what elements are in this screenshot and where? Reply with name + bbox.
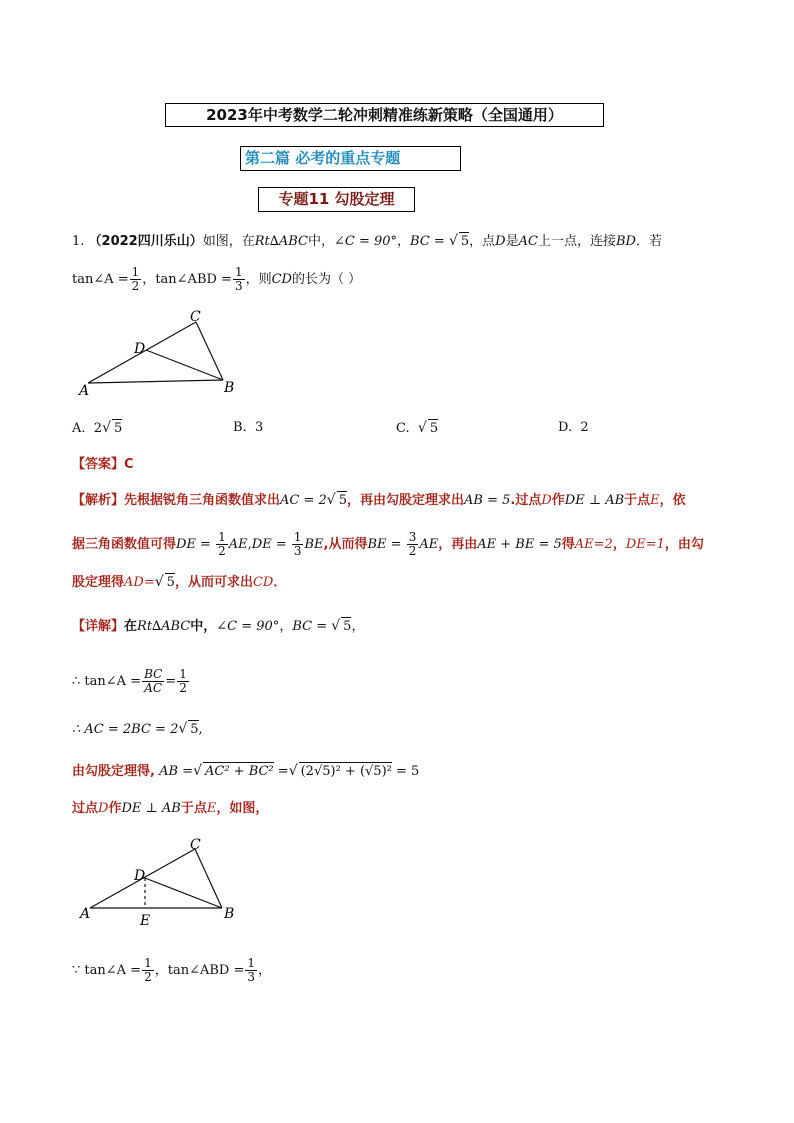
sqrt-icon: √	[178, 721, 188, 737]
text: 如图，在	[202, 234, 255, 249]
text: ，	[351, 619, 365, 634]
radicand: 5	[166, 575, 175, 590]
question-source: （2022四川乐山）	[88, 234, 203, 249]
fraction: $\frac{3}{2}$	[408, 530, 417, 558]
analysis-label: 【解析】	[72, 493, 125, 508]
label-b: B	[224, 906, 235, 922]
option-key: B.	[233, 420, 247, 435]
text: ，	[142, 272, 156, 287]
option-value: 2	[580, 420, 589, 435]
detail-line-3	[72, 720, 203, 739]
question-line-1	[72, 232, 662, 251]
text: =	[277, 764, 289, 779]
option-c[interactable]	[396, 419, 438, 438]
text: .过点	[510, 493, 542, 508]
answer-label: 【答案】	[72, 457, 125, 472]
radicand: AC² + BC²	[204, 764, 274, 779]
text: ，再由	[438, 537, 478, 552]
math: = 5	[396, 764, 420, 779]
option-a[interactable]	[72, 419, 122, 438]
math: ∠C = 90°	[216, 619, 280, 634]
label-a: A	[79, 383, 90, 399]
text: ，由勾	[664, 537, 704, 552]
label-a: A	[80, 906, 91, 922]
answer-line	[72, 456, 134, 474]
option-key: A.	[72, 421, 86, 436]
math: AE + BE = 5	[477, 537, 562, 552]
math: BC =	[292, 619, 332, 634]
text: ．	[273, 575, 287, 590]
radicand: 5	[338, 493, 347, 508]
fraction: $\frac{1}{3}$	[234, 265, 243, 293]
text: 上一点，连接	[537, 234, 616, 249]
option-b[interactable]	[233, 419, 263, 437]
fraction: $\frac{BC}{AC}$	[144, 667, 163, 695]
math: AE	[228, 537, 248, 552]
text: ，	[258, 963, 272, 978]
math: DE=1	[625, 537, 665, 552]
text: 中，	[190, 619, 217, 634]
point-d: D	[495, 234, 506, 249]
text: 于点	[180, 801, 207, 816]
text: ,	[198, 722, 203, 737]
fraction: $\frac{1}{3}$	[293, 530, 302, 558]
text: ,	[247, 537, 252, 552]
math: AC = 2	[280, 493, 327, 508]
detail-line-5	[72, 800, 268, 818]
text: 由勾股定理得,	[72, 764, 155, 779]
answer-value: C	[124, 457, 134, 472]
math-angle-c: ∠C = 90°	[333, 234, 398, 249]
question-number: 1.	[72, 234, 85, 249]
math: ∴ AC = 2BC = 2	[72, 722, 179, 737]
segment-ac: AC	[518, 234, 538, 249]
sqrt-icon: √	[102, 420, 111, 436]
label-d: D	[134, 341, 146, 357]
point-e: E	[650, 493, 660, 508]
math-bc: BC =	[410, 234, 449, 249]
text: 在	[124, 619, 138, 634]
text: ，点	[469, 234, 496, 249]
triangle-figure-detail	[78, 836, 243, 928]
math: AE=2	[574, 537, 613, 552]
math: DE ⊥ AB	[121, 801, 181, 816]
question-line-2	[72, 266, 361, 293]
fraction: $\frac{1}{2}$	[144, 956, 152, 984]
math: Rt∆ABC	[137, 619, 191, 634]
text: 中，	[307, 234, 334, 249]
math: AE	[419, 537, 439, 552]
text: ，	[279, 619, 293, 634]
radicand: 5	[190, 722, 199, 737]
text: ，	[612, 537, 626, 552]
text: ．若	[635, 234, 662, 249]
text: ，	[154, 963, 168, 978]
point-d: D	[98, 801, 109, 816]
text: 是	[505, 234, 519, 249]
fraction: $\frac{1}{2}$	[218, 530, 226, 558]
text: 的长为（ ）	[291, 272, 362, 287]
document-title: 2023年中考数学二轮冲刺精准练新策略（全国通用）	[165, 103, 604, 127]
topic-heading: 专题11 勾股定理	[258, 187, 415, 212]
text: ，	[397, 234, 411, 249]
sqrt-icon: √	[288, 763, 298, 779]
part-heading: 第二篇 必考的重点专题	[240, 146, 461, 171]
label-d: D	[134, 868, 146, 884]
math: DE =	[251, 537, 291, 552]
option-d[interactable]	[558, 419, 589, 437]
detail-line-4	[72, 762, 419, 781]
radicand: (2√5)² + (√5)²	[300, 764, 392, 779]
text: 作	[551, 493, 565, 508]
math: DE =	[176, 537, 216, 552]
text: 得	[561, 537, 575, 552]
option-key: C.	[396, 421, 410, 436]
radicand: 5	[343, 619, 352, 634]
math-tan-a: tan∠A =	[72, 272, 129, 287]
radicand: 5	[460, 234, 470, 249]
label-b: B	[224, 380, 235, 396]
sqrt-icon: √	[154, 574, 164, 590]
math: BE	[304, 537, 324, 552]
text: 先根据锐角三角函数值求出	[124, 493, 281, 508]
fraction: $\frac{1}{2}$	[131, 265, 140, 293]
radicand: 5	[114, 421, 123, 436]
radicand: 5	[429, 421, 439, 436]
analysis-line-3	[72, 573, 286, 592]
fraction: $\frac{1}{2}$	[179, 667, 187, 695]
math: DE ⊥ AB	[564, 493, 625, 508]
text: ,从而得	[323, 537, 368, 552]
math: AD=	[124, 575, 155, 590]
segment-cd: CD	[271, 272, 292, 287]
math: CD	[252, 575, 274, 590]
label-c: C	[190, 309, 201, 325]
label-c: C	[190, 837, 201, 853]
point-e: E	[206, 801, 217, 816]
label-e: E	[140, 913, 151, 928]
option-key: D.	[558, 420, 573, 435]
fraction: $\frac{1}{3}$	[247, 956, 255, 984]
detail-line-6	[72, 957, 271, 984]
math: tan∠ABD =	[167, 963, 245, 978]
math: ∵ tan∠A =	[72, 963, 142, 978]
text: ，从而可求出	[174, 575, 253, 590]
text: ，如图，	[216, 801, 269, 816]
text: 据三角函数值可得	[72, 537, 177, 552]
point-d: D	[541, 493, 552, 508]
option-value: 3	[254, 420, 264, 435]
text: 股定理得	[72, 575, 125, 590]
text: ，依	[659, 493, 686, 508]
detail-line-2	[72, 668, 190, 695]
sqrt-icon: √	[448, 233, 458, 249]
math: AB =	[159, 764, 194, 779]
text: ，再由勾股定理求出	[347, 493, 465, 508]
text: 过点	[72, 801, 99, 816]
option-value: 2	[93, 421, 103, 436]
math-tan-abd: tan∠ABD =	[155, 272, 232, 287]
sqrt-icon: √	[193, 763, 202, 779]
text: 作	[108, 801, 122, 816]
text: 于点	[624, 493, 651, 508]
sqrt-icon: √	[331, 618, 341, 634]
analysis-line-2	[72, 531, 704, 558]
detail-label: 【详解】	[72, 619, 125, 634]
detail-line-1	[72, 617, 364, 636]
segment-bd: BD	[615, 234, 636, 249]
math: BE =	[367, 537, 406, 552]
math: ∴ tan∠A =	[72, 674, 142, 689]
math-rt-abc: Rt∆ABC	[254, 234, 308, 249]
analysis-line-1	[72, 491, 686, 510]
text: =	[165, 674, 177, 689]
sqrt-icon: √	[417, 420, 427, 436]
text: ，则	[245, 272, 272, 287]
math: AB = 5	[464, 493, 511, 508]
sqrt-icon: √	[326, 492, 336, 508]
triangle-figure-question	[78, 308, 238, 400]
